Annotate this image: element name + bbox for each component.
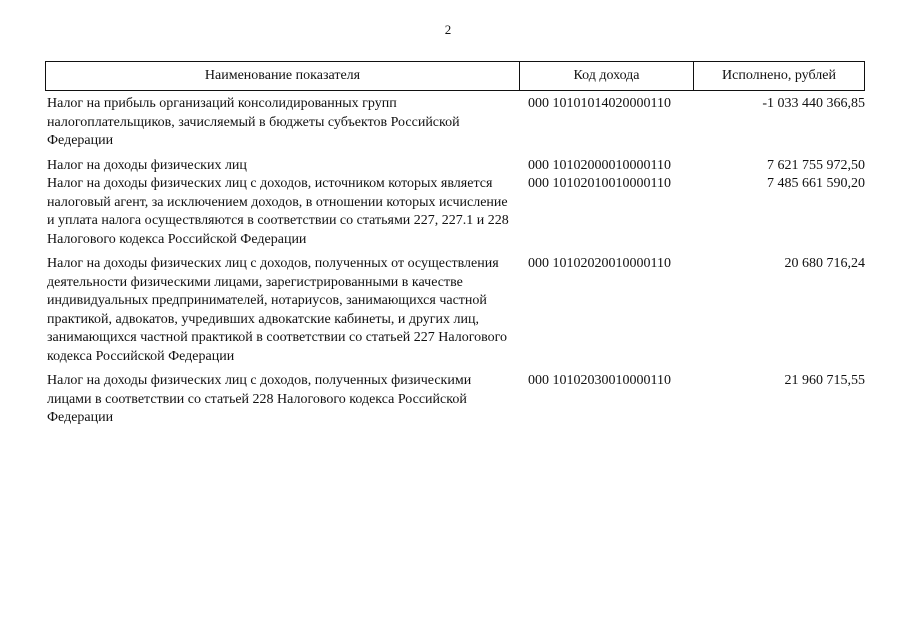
table-row <box>47 372 865 428</box>
indicator-name: Налог на прибыль организаций консолидированных групп налогоплательщиков, зачисляемый в бюджеты субъектов Российской Федерации <box>47 96 460 148</box>
income-code: 000 10101014020000110 <box>528 96 671 111</box>
indicator-name: Налог на доходы физических лиц <box>47 157 247 173</box>
indicator-name: Налог на доходы физических лиц с доходов, полученных физическими лицами в соответствии со статьей 228 Налогового кодекса Российской Федерации <box>47 373 472 425</box>
table-row <box>47 255 865 366</box>
income-code: 000 10102020010000110 <box>528 256 671 271</box>
column-header-name: Наименование показателя <box>46 62 520 90</box>
income-code: 000 10102030010000110 <box>528 373 671 388</box>
column-header-code: Код дохода <box>520 62 694 90</box>
income-code: 000 10102010010000110 <box>528 176 671 191</box>
executed-amount: 20 680 716,24 <box>784 256 865 271</box>
column-header-amount: Исполнено, рублей <box>722 68 836 83</box>
table-row <box>47 157 865 176</box>
table-row <box>47 95 865 151</box>
income-code: 000 10102000010000110 <box>528 157 671 173</box>
executed-amount: 21 960 715,55 <box>784 373 865 388</box>
executed-amount: 7 485 661 590,20 <box>767 176 865 191</box>
table-header <box>45 61 865 91</box>
executed-amount: 7 621 755 972,50 <box>767 157 865 173</box>
indicator-name: Налог на доходы физических лиц с доходов, полученных от осуществления деятельности физическими лицами, зарегистрированными в качестве индивидуальных предпринимателей, нотариусов, занимающихся частной практикой, адвокатов, учредивших адвокатские кабинеты, и других лиц, занимающихся частной практикой в соответствии со статьей 227 Налогового кодекса Российской Федерации <box>47 256 508 364</box>
table-row <box>47 175 865 249</box>
executed-amount: -1 033 440 366,85 <box>762 96 865 111</box>
indicator-name: Налог на доходы физических лиц с доходов, источником которых является налоговый агент, за исключением доходов, в отношении которых исчисление и уплата налога осуществляются в соответствии со статьями 227, 227.1 и 228 Налогового кодекса Российской Федерации <box>47 176 509 247</box>
table-body <box>47 95 865 434</box>
page-number: 2 <box>444 22 452 37</box>
